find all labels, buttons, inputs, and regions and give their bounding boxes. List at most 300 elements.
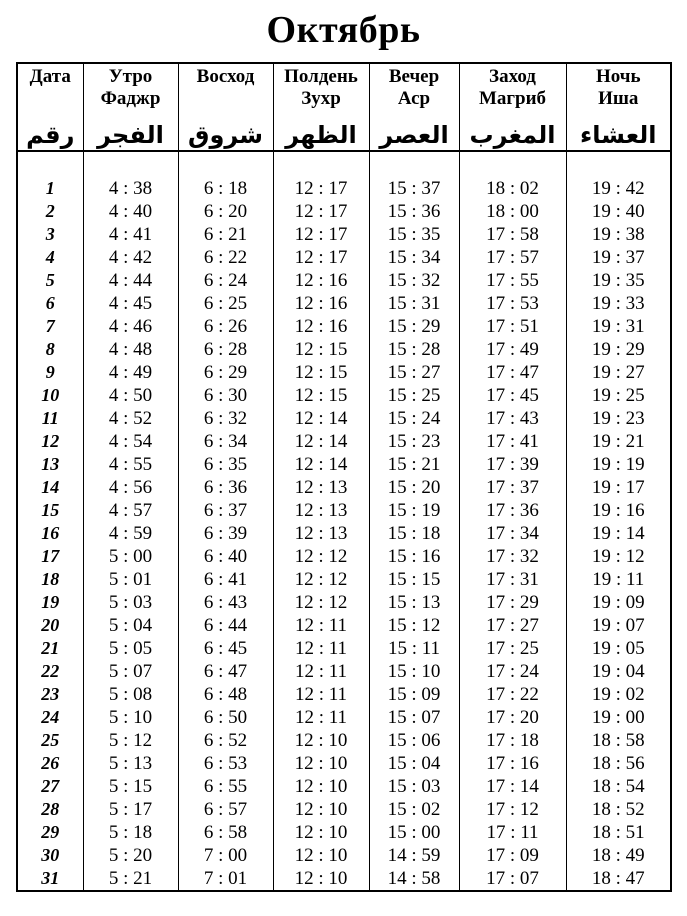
table-row (17, 614, 671, 637)
shuruq-time-cell: 6 : 36 (178, 476, 273, 499)
asr-time-cell: 15 : 34 (369, 246, 459, 269)
header-label-russian-line: Фаджр (100, 87, 161, 109)
maghrib-time-cell: 17 : 47 (459, 361, 566, 384)
isha-time-cell: 19 : 29 (566, 338, 671, 361)
zuhr-time-cell: 12 : 10 (273, 775, 369, 798)
fajr-time-cell: 4 : 56 (83, 476, 178, 499)
zuhr-time-cell: 12 : 11 (273, 683, 369, 706)
zuhr-time-cell: 12 : 11 (273, 614, 369, 637)
asr-time-cell: 15 : 20 (369, 476, 459, 499)
isha-time-cell: 19 : 35 (566, 269, 671, 292)
table-row (17, 568, 671, 591)
asr-time-cell: 15 : 23 (369, 430, 459, 453)
table-body (17, 151, 671, 891)
fajr-time-cell: 5 : 12 (83, 729, 178, 752)
column-header-content (370, 64, 459, 150)
date-cell: 12 (17, 430, 83, 453)
zuhr-time-cell: 12 : 10 (273, 821, 369, 844)
table-row (17, 798, 671, 821)
table-row (17, 775, 671, 798)
asr-time-cell: 15 : 25 (369, 384, 459, 407)
zuhr-time-cell: 12 : 12 (273, 568, 369, 591)
maghrib-time-cell: 17 : 31 (459, 568, 566, 591)
date-cell: 5 (17, 269, 83, 292)
zuhr-time-cell: 12 : 14 (273, 430, 369, 453)
zuhr-time-cell: 12 : 17 (273, 177, 369, 200)
header-label-russian-line: Заход (489, 66, 536, 87)
maghrib-time-cell: 17 : 09 (459, 844, 566, 867)
fajr-time-cell: 4 : 45 (83, 292, 178, 315)
zuhr-time-cell: 12 : 15 (273, 384, 369, 407)
isha-time-cell: 18 : 49 (566, 844, 671, 867)
table-row (17, 177, 671, 200)
table-row (17, 315, 671, 338)
table-row (17, 453, 671, 476)
zuhr-time-cell: 12 : 17 (273, 223, 369, 246)
column-header-content (567, 64, 671, 150)
isha-time-cell: 19 : 25 (566, 384, 671, 407)
date-cell: 3 (17, 223, 83, 246)
shuruq-time-cell: 6 : 24 (178, 269, 273, 292)
table-row (17, 292, 671, 315)
zuhr-time-cell: 12 : 15 (273, 338, 369, 361)
maghrib-time-cell: 17 : 16 (459, 752, 566, 775)
asr-time-cell: 15 : 28 (369, 338, 459, 361)
asr-time-cell: 15 : 19 (369, 499, 459, 522)
fajr-time-cell: 5 : 17 (83, 798, 178, 821)
header-label-russian (389, 66, 439, 110)
header-label-arabic: رقم (26, 120, 75, 149)
spacer-cell (566, 151, 671, 177)
shuruq-time-cell: 6 : 45 (178, 637, 273, 660)
shuruq-time-cell: 6 : 41 (178, 568, 273, 591)
header-label-russian (596, 66, 641, 110)
asr-time-cell: 14 : 59 (369, 844, 459, 867)
column-header-content (84, 64, 178, 150)
maghrib-time-cell: 17 : 51 (459, 315, 566, 338)
date-cell: 11 (17, 407, 83, 430)
maghrib-time-cell: 18 : 02 (459, 177, 566, 200)
shuruq-time-cell: 6 : 32 (178, 407, 273, 430)
shuruq-time-cell: 6 : 58 (178, 821, 273, 844)
fajr-time-cell: 4 : 59 (83, 522, 178, 545)
isha-time-cell: 19 : 05 (566, 637, 671, 660)
isha-time-cell: 18 : 56 (566, 752, 671, 775)
shuruq-time-cell: 6 : 39 (178, 522, 273, 545)
header-label-arabic: العشاء (580, 120, 657, 149)
zuhr-time-cell: 12 : 17 (273, 246, 369, 269)
header-label-russian-line: Вечер (388, 66, 440, 87)
header-label-russian-line: Дата (29, 66, 71, 87)
fajr-time-cell: 5 : 18 (83, 821, 178, 844)
shuruq-time-cell: 6 : 52 (178, 729, 273, 752)
isha-time-cell: 19 : 17 (566, 476, 671, 499)
header-label-russian-line: Аср (397, 87, 431, 109)
fajr-time-cell: 4 : 38 (83, 177, 178, 200)
table-row (17, 246, 671, 269)
maghrib-time-cell: 17 : 37 (459, 476, 566, 499)
table-row (17, 591, 671, 614)
asr-time-cell: 15 : 13 (369, 591, 459, 614)
table-row (17, 821, 671, 844)
maghrib-time-cell: 17 : 22 (459, 683, 566, 706)
table-row (17, 844, 671, 867)
isha-time-cell: 18 : 52 (566, 798, 671, 821)
header-label-arabic: شروق (188, 120, 263, 149)
maghrib-time-cell: 17 : 34 (459, 522, 566, 545)
shuruq-time-cell: 7 : 00 (178, 844, 273, 867)
date-cell: 19 (17, 591, 83, 614)
table-row (17, 499, 671, 522)
maghrib-time-cell: 17 : 43 (459, 407, 566, 430)
fajr-time-cell: 5 : 13 (83, 752, 178, 775)
maghrib-time-cell: 17 : 36 (459, 499, 566, 522)
zuhr-time-cell: 12 : 12 (273, 545, 369, 568)
shuruq-time-cell: 6 : 50 (178, 706, 273, 729)
fajr-time-cell: 5 : 01 (83, 568, 178, 591)
table-row (17, 706, 671, 729)
asr-time-cell: 15 : 00 (369, 821, 459, 844)
date-cell: 15 (17, 499, 83, 522)
header-label-russian (197, 66, 255, 88)
shuruq-time-cell: 6 : 26 (178, 315, 273, 338)
column-header-content (179, 64, 273, 150)
isha-time-cell: 19 : 37 (566, 246, 671, 269)
shuruq-time-cell: 6 : 21 (178, 223, 273, 246)
table-row (17, 223, 671, 246)
fajr-time-cell: 5 : 15 (83, 775, 178, 798)
isha-time-cell: 19 : 12 (566, 545, 671, 568)
maghrib-time-cell: 17 : 55 (459, 269, 566, 292)
fajr-time-cell: 4 : 48 (83, 338, 178, 361)
asr-time-cell: 15 : 10 (369, 660, 459, 683)
spacer-cell (273, 151, 369, 177)
header-label-russian-line: Утро (108, 66, 153, 87)
shuruq-time-cell: 6 : 28 (178, 338, 273, 361)
zuhr-time-cell: 12 : 13 (273, 499, 369, 522)
header-label-russian-line: Зухр (301, 87, 341, 109)
zuhr-time-cell: 12 : 10 (273, 844, 369, 867)
isha-time-cell: 18 : 58 (566, 729, 671, 752)
fajr-time-cell: 5 : 00 (83, 545, 178, 568)
header-label-russian-line: Восход (196, 66, 255, 87)
date-cell: 28 (17, 798, 83, 821)
maghrib-time-cell: 17 : 32 (459, 545, 566, 568)
asr-time-cell: 15 : 15 (369, 568, 459, 591)
date-cell: 2 (17, 200, 83, 223)
date-cell: 18 (17, 568, 83, 591)
spacer-cell (369, 151, 459, 177)
isha-time-cell: 19 : 23 (566, 407, 671, 430)
shuruq-time-cell: 6 : 18 (178, 177, 273, 200)
maghrib-time-cell: 17 : 14 (459, 775, 566, 798)
asr-time-cell: 15 : 32 (369, 269, 459, 292)
date-cell: 22 (17, 660, 83, 683)
isha-time-cell: 18 : 51 (566, 821, 671, 844)
asr-time-cell: 15 : 09 (369, 683, 459, 706)
fajr-time-cell: 4 : 55 (83, 453, 178, 476)
zuhr-time-cell: 12 : 15 (273, 361, 369, 384)
date-cell: 23 (17, 683, 83, 706)
shuruq-time-cell: 6 : 35 (178, 453, 273, 476)
maghrib-time-cell: 17 : 11 (459, 821, 566, 844)
table-row (17, 637, 671, 660)
isha-time-cell: 19 : 33 (566, 292, 671, 315)
fajr-time-cell: 5 : 08 (83, 683, 178, 706)
maghrib-time-cell: 17 : 49 (459, 338, 566, 361)
asr-time-cell: 15 : 02 (369, 798, 459, 821)
asr-time-cell: 15 : 21 (369, 453, 459, 476)
zuhr-time-cell: 12 : 10 (273, 798, 369, 821)
date-cell: 6 (17, 292, 83, 315)
table-row (17, 361, 671, 384)
page-title: Октябрь (266, 9, 421, 51)
header-label-arabic: الظهر (285, 120, 357, 149)
spacer-cell (83, 151, 178, 177)
table-row (17, 407, 671, 430)
date-cell: 25 (17, 729, 83, 752)
header-label-russian (479, 66, 546, 110)
table-row (17, 867, 671, 891)
isha-time-cell: 19 : 00 (566, 706, 671, 729)
isha-time-cell: 19 : 14 (566, 522, 671, 545)
asr-time-cell: 15 : 11 (369, 637, 459, 660)
isha-time-cell: 19 : 02 (566, 683, 671, 706)
shuruq-time-cell: 6 : 29 (178, 361, 273, 384)
column-header-asr (369, 63, 459, 151)
date-cell: 29 (17, 821, 83, 844)
date-cell: 20 (17, 614, 83, 637)
spacer-row (17, 151, 671, 177)
column-header-shuruq (178, 63, 273, 151)
fajr-time-cell: 4 : 52 (83, 407, 178, 430)
asr-time-cell: 15 : 12 (369, 614, 459, 637)
maghrib-time-cell: 17 : 18 (459, 729, 566, 752)
date-cell: 14 (17, 476, 83, 499)
zuhr-time-cell: 12 : 11 (273, 706, 369, 729)
zuhr-time-cell: 12 : 17 (273, 200, 369, 223)
column-header-content (460, 64, 566, 150)
fajr-time-cell: 5 : 21 (83, 867, 178, 891)
maghrib-time-cell: 17 : 53 (459, 292, 566, 315)
maghrib-time-cell: 17 : 20 (459, 706, 566, 729)
maghrib-time-cell: 17 : 12 (459, 798, 566, 821)
zuhr-time-cell: 12 : 10 (273, 752, 369, 775)
maghrib-time-cell: 17 : 41 (459, 430, 566, 453)
fajr-time-cell: 5 : 20 (83, 844, 178, 867)
isha-time-cell: 19 : 40 (566, 200, 671, 223)
asr-time-cell: 15 : 16 (369, 545, 459, 568)
table-row (17, 752, 671, 775)
fajr-time-cell: 4 : 50 (83, 384, 178, 407)
zuhr-time-cell: 12 : 13 (273, 476, 369, 499)
fajr-time-cell: 5 : 10 (83, 706, 178, 729)
isha-time-cell: 18 : 47 (566, 867, 671, 891)
header-label-russian (30, 66, 71, 88)
asr-time-cell: 15 : 24 (369, 407, 459, 430)
maghrib-time-cell: 17 : 25 (459, 637, 566, 660)
maghrib-time-cell: 17 : 24 (459, 660, 566, 683)
fajr-time-cell: 4 : 46 (83, 315, 178, 338)
column-header-date (17, 63, 83, 151)
isha-time-cell: 19 : 04 (566, 660, 671, 683)
table-header (17, 63, 671, 151)
maghrib-time-cell: 17 : 57 (459, 246, 566, 269)
isha-time-cell: 19 : 09 (566, 591, 671, 614)
fajr-time-cell: 4 : 44 (83, 269, 178, 292)
shuruq-time-cell: 6 : 57 (178, 798, 273, 821)
fajr-time-cell: 5 : 07 (83, 660, 178, 683)
asr-time-cell: 15 : 37 (369, 177, 459, 200)
date-cell: 17 (17, 545, 83, 568)
shuruq-time-cell: 6 : 40 (178, 545, 273, 568)
table-row (17, 269, 671, 292)
isha-time-cell: 19 : 42 (566, 177, 671, 200)
date-cell: 4 (17, 246, 83, 269)
date-cell: 27 (17, 775, 83, 798)
prayer-times-table (16, 62, 672, 892)
asr-time-cell: 15 : 36 (369, 200, 459, 223)
date-cell: 21 (17, 637, 83, 660)
shuruq-time-cell: 6 : 25 (178, 292, 273, 315)
zuhr-time-cell: 12 : 13 (273, 522, 369, 545)
asr-time-cell: 15 : 27 (369, 361, 459, 384)
date-cell: 30 (17, 844, 83, 867)
date-cell: 1 (17, 177, 83, 200)
table-row (17, 545, 671, 568)
shuruq-time-cell: 6 : 30 (178, 384, 273, 407)
fajr-time-cell: 5 : 05 (83, 637, 178, 660)
date-cell: 31 (17, 867, 83, 891)
zuhr-time-cell: 12 : 10 (273, 729, 369, 752)
column-header-zuhr (273, 63, 369, 151)
isha-time-cell: 19 : 27 (566, 361, 671, 384)
isha-time-cell: 19 : 38 (566, 223, 671, 246)
table-row (17, 683, 671, 706)
table-row (17, 729, 671, 752)
maghrib-time-cell: 17 : 45 (459, 384, 566, 407)
zuhr-time-cell: 12 : 14 (273, 407, 369, 430)
column-header-fajr (83, 63, 178, 151)
maghrib-time-cell: 17 : 39 (459, 453, 566, 476)
isha-time-cell: 19 : 07 (566, 614, 671, 637)
date-cell: 8 (17, 338, 83, 361)
column-header-content (18, 64, 83, 150)
zuhr-time-cell: 12 : 11 (273, 637, 369, 660)
column-header-maghrib (459, 63, 566, 151)
fajr-time-cell: 5 : 04 (83, 614, 178, 637)
header-label-russian (284, 66, 358, 110)
header-label-arabic: العصر (379, 120, 449, 149)
shuruq-time-cell: 6 : 55 (178, 775, 273, 798)
date-cell: 10 (17, 384, 83, 407)
shuruq-time-cell: 6 : 47 (178, 660, 273, 683)
spacer-cell (178, 151, 273, 177)
header-label-arabic: الفجر (97, 120, 164, 149)
isha-time-cell: 19 : 11 (566, 568, 671, 591)
asr-time-cell: 15 : 35 (369, 223, 459, 246)
zuhr-time-cell: 12 : 16 (273, 315, 369, 338)
header-label-russian-line: Иша (598, 87, 639, 109)
column-header-isha (566, 63, 671, 151)
shuruq-time-cell: 6 : 48 (178, 683, 273, 706)
fajr-time-cell: 4 : 49 (83, 361, 178, 384)
zuhr-time-cell: 12 : 16 (273, 292, 369, 315)
shuruq-time-cell: 6 : 20 (178, 200, 273, 223)
maghrib-time-cell: 17 : 58 (459, 223, 566, 246)
asr-time-cell: 15 : 04 (369, 752, 459, 775)
fajr-time-cell: 4 : 54 (83, 430, 178, 453)
fajr-time-cell: 5 : 03 (83, 591, 178, 614)
maghrib-time-cell: 17 : 07 (459, 867, 566, 891)
date-cell: 9 (17, 361, 83, 384)
isha-time-cell: 19 : 16 (566, 499, 671, 522)
table-row (17, 522, 671, 545)
zuhr-time-cell: 12 : 16 (273, 269, 369, 292)
date-cell: 7 (17, 315, 83, 338)
asr-time-cell: 14 : 58 (369, 867, 459, 891)
table-row (17, 384, 671, 407)
zuhr-time-cell: 12 : 12 (273, 591, 369, 614)
asr-time-cell: 15 : 29 (369, 315, 459, 338)
table-row (17, 476, 671, 499)
shuruq-time-cell: 6 : 44 (178, 614, 273, 637)
date-cell: 16 (17, 522, 83, 545)
column-header-content (274, 64, 369, 150)
table-row (17, 430, 671, 453)
date-cell: 13 (17, 453, 83, 476)
table-row (17, 338, 671, 361)
maghrib-time-cell: 17 : 29 (459, 591, 566, 614)
spacer-cell (17, 151, 83, 177)
shuruq-time-cell: 6 : 43 (178, 591, 273, 614)
shuruq-time-cell: 6 : 53 (178, 752, 273, 775)
isha-time-cell: 19 : 21 (566, 430, 671, 453)
fajr-time-cell: 4 : 42 (83, 246, 178, 269)
zuhr-time-cell: 12 : 14 (273, 453, 369, 476)
fajr-time-cell: 4 : 57 (83, 499, 178, 522)
spacer-cell (459, 151, 566, 177)
header-row (17, 63, 671, 151)
shuruq-time-cell: 6 : 37 (178, 499, 273, 522)
zuhr-time-cell: 12 : 11 (273, 660, 369, 683)
asr-time-cell: 15 : 03 (369, 775, 459, 798)
asr-time-cell: 15 : 07 (369, 706, 459, 729)
shuruq-time-cell: 7 : 01 (178, 867, 273, 891)
asr-time-cell: 15 : 31 (369, 292, 459, 315)
isha-time-cell: 19 : 19 (566, 453, 671, 476)
fajr-time-cell: 4 : 40 (83, 200, 178, 223)
header-label-russian-line: Магриб (478, 87, 547, 109)
table-row (17, 200, 671, 223)
date-cell: 24 (17, 706, 83, 729)
zuhr-time-cell: 12 : 10 (273, 867, 369, 891)
isha-time-cell: 19 : 31 (566, 315, 671, 338)
table-row (17, 660, 671, 683)
header-label-russian-line: Полдень (284, 66, 358, 87)
maghrib-time-cell: 18 : 00 (459, 200, 566, 223)
header-label-russian-line: Ночь (595, 66, 641, 87)
asr-time-cell: 15 : 18 (369, 522, 459, 545)
shuruq-time-cell: 6 : 34 (178, 430, 273, 453)
date-cell: 26 (17, 752, 83, 775)
header-label-arabic: المغرب (469, 120, 556, 149)
asr-time-cell: 15 : 06 (369, 729, 459, 752)
shuruq-time-cell: 6 : 22 (178, 246, 273, 269)
isha-time-cell: 18 : 54 (566, 775, 671, 798)
maghrib-time-cell: 17 : 27 (459, 614, 566, 637)
fajr-time-cell: 4 : 41 (83, 223, 178, 246)
